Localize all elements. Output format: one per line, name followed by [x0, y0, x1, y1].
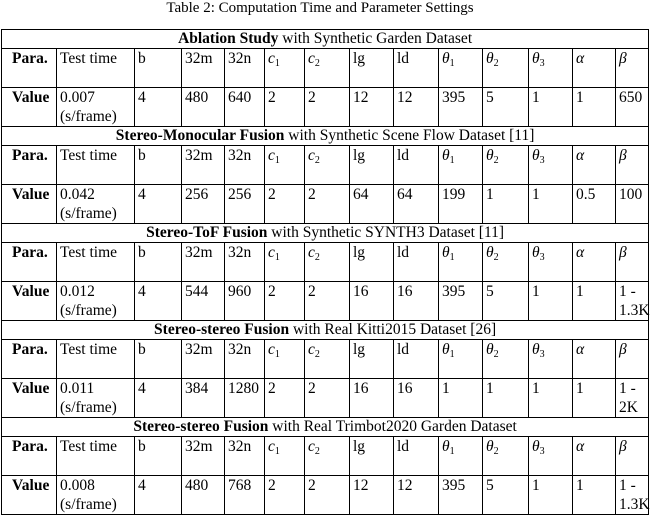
table-caption: Table 2: Computation Time and Parameter Settings	[166, 0, 474, 16]
header-b	[135, 146, 182, 185]
header-32m	[182, 49, 225, 88]
section-title-row	[2, 321, 649, 340]
value-time: 0.008 (s/frame)	[57, 476, 135, 515]
value-theta2: 5	[483, 282, 529, 321]
header-b-text: b	[138, 438, 146, 455]
header-b	[135, 49, 182, 88]
header-test-time-text: Test time	[60, 244, 118, 261]
header-32n-text: 32n	[228, 50, 252, 67]
header-c2-text: c	[308, 244, 315, 261]
header-test-time	[57, 49, 135, 88]
value-b: 4	[135, 88, 182, 127]
value-ld: 12	[394, 476, 439, 515]
value-b: 4	[135, 185, 182, 224]
section-title-rest: with Synthetic SYNTH3 Dataset [11]	[267, 224, 505, 241]
header-32m-text: 32m	[185, 341, 213, 358]
header-beta-text: β	[619, 50, 627, 67]
value-beta: 1 - 2K	[616, 379, 649, 418]
header-alpha	[573, 49, 616, 88]
row-label-value: Value	[2, 379, 57, 418]
value-beta: 650	[616, 88, 649, 127]
value-beta: 100	[616, 185, 649, 224]
header-theta3-subscript: 3	[539, 446, 545, 457]
section-title-row	[2, 127, 649, 146]
header-c2	[305, 146, 350, 185]
header-c1-text: c	[268, 341, 275, 358]
section-title-bold: Stereo-Monocular Fusion	[115, 127, 285, 144]
header-test-time-text: Test time	[60, 438, 118, 455]
parameter-header-row	[2, 49, 649, 88]
header-c1	[265, 243, 305, 282]
header-c1-text: c	[268, 147, 275, 164]
row-label-para: Para.	[2, 243, 57, 282]
header-c2-subscript: 2	[314, 349, 320, 360]
header-theta2-subscript: 2	[493, 155, 499, 166]
row-label-para: Para.	[2, 49, 57, 88]
header-32n	[225, 146, 265, 185]
parameter-value-row	[2, 476, 649, 515]
value-m32: 480	[182, 88, 225, 127]
header-theta1-subscript: 1	[449, 58, 455, 69]
value-theta3: 1	[529, 282, 573, 321]
header-b-text: b	[138, 341, 146, 358]
header-32n-text: 32n	[228, 244, 252, 261]
value-theta1: 199	[439, 185, 483, 224]
header-c1-subscript: 1	[274, 252, 280, 263]
header-beta	[616, 340, 649, 379]
header-beta	[616, 146, 649, 185]
header-32n-text: 32n	[228, 147, 252, 164]
section-title-rest: with Real Kitti2015 Dataset [26]	[289, 321, 497, 338]
value-n32: 960	[225, 282, 265, 321]
value-theta2: 5	[483, 476, 529, 515]
header-theta1	[439, 340, 483, 379]
parameter-value-row	[2, 88, 649, 127]
header-theta2	[483, 146, 529, 185]
header-beta-text: β	[619, 147, 627, 164]
header-lg-text: lg	[353, 244, 366, 261]
value-c1: 2	[265, 88, 305, 127]
header-32m-text: 32m	[185, 438, 213, 455]
header-lg	[350, 437, 394, 476]
header-theta2	[483, 49, 529, 88]
header-lg	[350, 340, 394, 379]
header-theta1-text: θ	[442, 50, 450, 67]
header-alpha-text: α	[576, 50, 585, 67]
header-test-time	[57, 340, 135, 379]
header-c2	[305, 243, 350, 282]
header-b	[135, 243, 182, 282]
header-c2	[305, 49, 350, 88]
value-alpha: 1	[573, 379, 616, 418]
header-32n	[225, 340, 265, 379]
header-c1-text: c	[268, 438, 275, 455]
section-title	[2, 127, 649, 146]
header-c2-subscript: 2	[314, 155, 320, 166]
value-theta2: 1	[483, 379, 529, 418]
header-test-time	[57, 437, 135, 476]
section-title	[2, 30, 649, 49]
header-beta	[616, 49, 649, 88]
value-theta3: 1	[529, 379, 573, 418]
header-alpha-text: α	[576, 438, 585, 455]
header-32m-text: 32m	[185, 50, 213, 67]
header-theta1-text: θ	[442, 341, 450, 358]
header-lg-text: lg	[353, 341, 366, 358]
header-32n	[225, 49, 265, 88]
header-theta1-subscript: 1	[449, 252, 455, 263]
header-c2-text: c	[308, 341, 315, 358]
header-c2-subscript: 2	[314, 252, 320, 263]
value-theta1: 395	[439, 476, 483, 515]
header-theta2-text: θ	[486, 147, 494, 164]
header-ld	[394, 437, 439, 476]
header-ld-text: ld	[397, 147, 410, 164]
value-alpha: 1	[573, 88, 616, 127]
value-alpha: 1	[573, 476, 616, 515]
header-c2-subscript: 2	[314, 58, 320, 69]
header-theta2	[483, 340, 529, 379]
header-theta3	[529, 243, 573, 282]
section-title-row	[2, 224, 649, 243]
value-time: 0.042 (s/frame)	[57, 185, 135, 224]
header-theta2-text: θ	[486, 341, 494, 358]
value-lg: 16	[350, 379, 394, 418]
header-lg	[350, 243, 394, 282]
header-ld	[394, 243, 439, 282]
header-theta2-text: θ	[486, 50, 494, 67]
section-title-row	[2, 30, 649, 49]
header-beta	[616, 243, 649, 282]
value-c2: 2	[305, 88, 350, 127]
value-n32: 768	[225, 476, 265, 515]
header-theta2	[483, 243, 529, 282]
header-test-time-text: Test time	[60, 341, 118, 358]
value-c2: 2	[305, 185, 350, 224]
header-c1-text: c	[268, 244, 275, 261]
value-b: 4	[135, 379, 182, 418]
value-c2: 2	[305, 476, 350, 515]
row-label-value: Value	[2, 88, 57, 127]
header-beta-text: β	[619, 341, 627, 358]
row-label-value: Value	[2, 185, 57, 224]
header-theta3-subscript: 3	[539, 252, 545, 263]
value-c1: 2	[265, 282, 305, 321]
value-m32: 480	[182, 476, 225, 515]
header-ld	[394, 146, 439, 185]
header-lg-text: lg	[353, 438, 366, 455]
header-c2-text: c	[308, 438, 315, 455]
value-theta2: 1	[483, 185, 529, 224]
value-lg: 12	[350, 88, 394, 127]
header-alpha-text: α	[576, 147, 585, 164]
header-32m	[182, 243, 225, 282]
header-b-text: b	[138, 147, 146, 164]
header-alpha	[573, 437, 616, 476]
header-theta2-subscript: 2	[493, 58, 499, 69]
header-beta	[616, 437, 649, 476]
header-theta3-text: θ	[532, 438, 540, 455]
header-c1	[265, 437, 305, 476]
value-theta3: 1	[529, 185, 573, 224]
header-ld	[394, 340, 439, 379]
header-theta3-subscript: 3	[539, 58, 545, 69]
header-theta3	[529, 146, 573, 185]
header-c1-subscript: 1	[274, 446, 280, 457]
header-32m	[182, 437, 225, 476]
header-theta1-subscript: 1	[449, 155, 455, 166]
header-theta3-text: θ	[532, 147, 540, 164]
header-alpha-text: α	[576, 341, 585, 358]
value-time: 0.011 (s/frame)	[57, 379, 135, 418]
header-c2-subscript: 2	[314, 446, 320, 457]
value-theta1: 395	[439, 88, 483, 127]
parameter-value-row	[2, 185, 649, 224]
header-c2-text: c	[308, 147, 315, 164]
header-ld-text: ld	[397, 438, 410, 455]
parameter-table	[1, 29, 649, 515]
value-lg: 12	[350, 476, 394, 515]
header-beta-text: β	[619, 438, 627, 455]
header-theta1-subscript: 1	[449, 446, 455, 457]
value-beta: 1 - 1.3K	[616, 282, 649, 321]
header-theta2-subscript: 2	[493, 252, 499, 263]
header-ld-text: ld	[397, 341, 410, 358]
header-c1	[265, 146, 305, 185]
header-c1-subscript: 1	[274, 155, 280, 166]
value-lg: 64	[350, 185, 394, 224]
header-theta1-text: θ	[442, 147, 450, 164]
header-c1-subscript: 1	[274, 58, 280, 69]
header-theta3	[529, 437, 573, 476]
value-theta2: 5	[483, 88, 529, 127]
header-theta1	[439, 243, 483, 282]
header-c1	[265, 49, 305, 88]
header-theta2-subscript: 2	[493, 349, 499, 360]
value-m32: 256	[182, 185, 225, 224]
value-time: 0.007 (s/frame)	[57, 88, 135, 127]
value-c1: 2	[265, 379, 305, 418]
header-alpha-text: α	[576, 244, 585, 261]
section-title-bold: Stereo-ToF Fusion	[146, 224, 268, 241]
header-alpha	[573, 146, 616, 185]
header-theta2-text: θ	[486, 438, 494, 455]
header-theta1-text: θ	[442, 244, 450, 261]
section-title	[2, 224, 649, 243]
section-title-bold: Ablation Study	[178, 30, 279, 47]
value-c1: 2	[265, 185, 305, 224]
header-b	[135, 437, 182, 476]
header-c2	[305, 437, 350, 476]
value-alpha: 1	[573, 282, 616, 321]
value-n32: 1280	[225, 379, 265, 418]
section-title-row	[2, 418, 649, 437]
header-test-time	[57, 243, 135, 282]
header-32m-text: 32m	[185, 147, 213, 164]
header-theta2-text: θ	[486, 244, 494, 261]
header-32n	[225, 437, 265, 476]
row-label-para: Para.	[2, 146, 57, 185]
header-theta3	[529, 49, 573, 88]
value-theta1: 395	[439, 282, 483, 321]
header-c1-text: c	[268, 50, 275, 67]
header-theta1	[439, 49, 483, 88]
value-ld: 16	[394, 379, 439, 418]
parameter-value-row	[2, 379, 649, 418]
value-beta: 1 - 1.3K	[616, 476, 649, 515]
header-b	[135, 340, 182, 379]
section-title-rest: with Real Trimbot2020 Garden Dataset	[268, 418, 517, 435]
value-theta3: 1	[529, 476, 573, 515]
value-c2: 2	[305, 379, 350, 418]
section-title	[2, 321, 649, 340]
row-label-para: Para.	[2, 437, 57, 476]
section-title-rest: with Synthetic Scene Flow Dataset [11]	[284, 127, 535, 144]
section-title-rest: with Synthetic Garden Dataset	[278, 30, 473, 47]
parameter-header-row	[2, 340, 649, 379]
header-lg-text: lg	[353, 50, 366, 67]
parameter-header-row	[2, 243, 649, 282]
row-label-para: Para.	[2, 340, 57, 379]
header-32n-text: 32n	[228, 341, 252, 358]
value-ld: 64	[394, 185, 439, 224]
value-m32: 544	[182, 282, 225, 321]
header-theta1	[439, 437, 483, 476]
header-theta1	[439, 146, 483, 185]
header-beta-text: β	[619, 244, 627, 261]
value-time: 0.012 (s/frame)	[57, 282, 135, 321]
header-theta1-text: θ	[442, 438, 450, 455]
header-c1-subscript: 1	[274, 349, 280, 360]
header-theta3	[529, 340, 573, 379]
header-theta3-text: θ	[532, 341, 540, 358]
header-ld-text: ld	[397, 244, 410, 261]
header-lg-text: lg	[353, 147, 366, 164]
header-theta1-subscript: 1	[449, 349, 455, 360]
header-alpha	[573, 340, 616, 379]
header-theta2	[483, 437, 529, 476]
header-test-time-text: Test time	[60, 147, 118, 164]
section-title-bold: Stereo-stereo Fusion	[133, 418, 269, 435]
value-lg: 16	[350, 282, 394, 321]
header-32m	[182, 340, 225, 379]
header-theta2-subscript: 2	[493, 446, 499, 457]
header-32n	[225, 243, 265, 282]
header-test-time-text: Test time	[60, 50, 118, 67]
value-m32: 384	[182, 379, 225, 418]
value-theta1: 1	[439, 379, 483, 418]
header-c2-text: c	[308, 50, 315, 67]
parameter-header-row	[2, 437, 649, 476]
header-ld	[394, 49, 439, 88]
value-c1: 2	[265, 476, 305, 515]
header-lg	[350, 49, 394, 88]
row-label-value: Value	[2, 282, 57, 321]
header-32m-text: 32m	[185, 244, 213, 261]
value-b: 4	[135, 282, 182, 321]
section-title	[2, 418, 649, 437]
header-theta3-text: θ	[532, 50, 540, 67]
header-c1	[265, 340, 305, 379]
header-c2	[305, 340, 350, 379]
header-32m	[182, 146, 225, 185]
header-alpha	[573, 243, 616, 282]
value-n32: 640	[225, 88, 265, 127]
value-b: 4	[135, 476, 182, 515]
header-ld-text: ld	[397, 50, 410, 67]
value-theta3: 1	[529, 88, 573, 127]
value-c2: 2	[305, 282, 350, 321]
header-theta3-subscript: 3	[539, 349, 545, 360]
value-alpha: 0.5	[573, 185, 616, 224]
header-b-text: b	[138, 244, 146, 261]
value-ld: 12	[394, 88, 439, 127]
row-label-value: Value	[2, 476, 57, 515]
header-lg	[350, 146, 394, 185]
header-32n-text: 32n	[228, 438, 252, 455]
section-title-bold: Stereo-stereo Fusion	[154, 321, 290, 338]
header-b-text: b	[138, 50, 146, 67]
header-theta3-text: θ	[532, 244, 540, 261]
header-test-time	[57, 146, 135, 185]
value-n32: 256	[225, 185, 265, 224]
parameter-value-row	[2, 282, 649, 321]
parameter-header-row	[2, 146, 649, 185]
value-ld: 16	[394, 282, 439, 321]
header-theta3-subscript: 3	[539, 155, 545, 166]
